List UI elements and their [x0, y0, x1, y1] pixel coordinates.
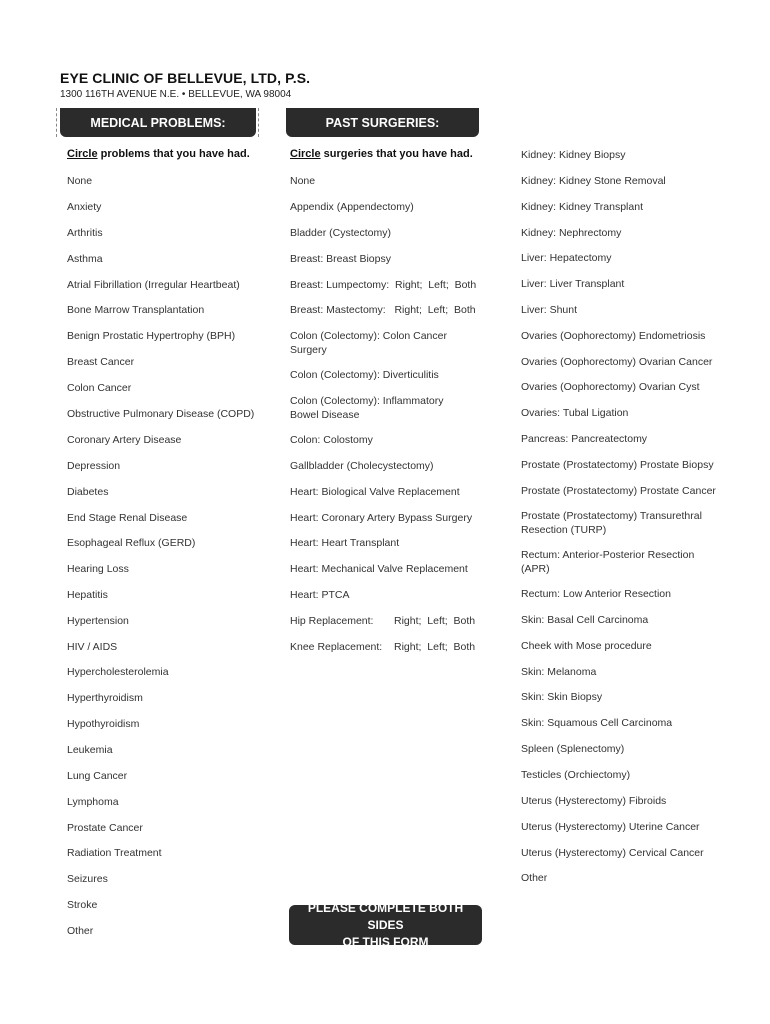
knee-replacement-item[interactable]: Knee Replacement:	[290, 641, 383, 653]
knee-replacement-sides[interactable]: Right; Left; Both	[394, 641, 476, 653]
medical-problem-item[interactable]: Prostate Cancer	[67, 822, 143, 834]
surgery-item[interactable]: Rectum: Anterior-Posterior Resection (APR)	[521, 549, 695, 575]
surgery-item[interactable]: Colon (Colectomy): Inflammatory Bowel Disease	[290, 395, 444, 421]
surgery-item[interactable]: Colon: Colostomy	[290, 434, 373, 446]
medical-problems-header	[60, 108, 256, 137]
medical-problem-item[interactable]: Benign Prostatic Hypertrophy (BPH)	[67, 330, 236, 342]
medical-problem-item[interactable]: Hypothyroidism	[67, 718, 140, 730]
surgery-item[interactable]: Ovaries (Oophorectomy) Ovarian Cyst	[521, 381, 700, 393]
medical-problem-item[interactable]: Bone Marrow Transplantation	[67, 304, 205, 316]
surgery-item[interactable]: Liver: Hepatectomy	[521, 252, 612, 264]
medical-problem-item[interactable]: Depression	[67, 460, 121, 472]
hip-replacement-sides[interactable]: Right; Left; Both	[394, 615, 476, 627]
notice-line-1: PLEASE COMPLETE BOTH SIDES	[307, 900, 464, 932]
header-perforation	[258, 108, 260, 137]
medical-problem-item[interactable]: Hepatitis	[67, 589, 108, 601]
medical-problem-item[interactable]: None	[67, 175, 93, 187]
surgery-item[interactable]: Liver: Liver Transplant	[521, 278, 625, 290]
medical-problem-item[interactable]: Asthma	[67, 253, 103, 265]
medical-problem-item[interactable]: Leukemia	[67, 744, 113, 756]
surgery-item[interactable]: Uterus (Hysterectomy) Fibroids	[521, 795, 667, 807]
surgery-item[interactable]: Colon (Colectomy): Diverticulitis	[290, 369, 439, 381]
medical-problem-item[interactable]: End Stage Renal Disease	[67, 512, 188, 524]
instruction-text: surgeries that you have had.	[320, 148, 473, 160]
surgery-item[interactable]: Bladder (Cystectomy)	[290, 227, 391, 239]
surgery-item[interactable]: Gallbladder (Cholecystectomy)	[290, 460, 434, 472]
surgery-item[interactable]: Rectum: Low Anterior Resection	[521, 588, 671, 600]
surgery-item[interactable]: Uterus (Hysterectomy) Uterine Cancer	[521, 821, 700, 833]
medical-problem-item[interactable]: Anxiety	[67, 201, 102, 213]
surgery-item[interactable]: Skin: Squamous Cell Carcinoma	[521, 717, 673, 729]
medical-problem-item[interactable]: Stroke	[67, 899, 98, 911]
circle-word: Circle	[67, 148, 98, 160]
hip-replacement-item[interactable]: Hip Replacement:	[290, 615, 374, 627]
medical-problem-item[interactable]: Atrial Fibrillation (Irregular Heartbeat)	[67, 279, 240, 291]
complete-both-sides-notice	[289, 900, 482, 949]
surgery-item[interactable]: Kidney: Kidney Transplant	[521, 201, 643, 213]
surgery-item[interactable]: Ovaries (Oophorectomy) Ovarian Cancer	[521, 356, 713, 368]
surgery-item[interactable]: Ovaries: Tubal Ligation	[521, 407, 629, 419]
surgery-item[interactable]: Skin: Basal Cell Carcinoma	[521, 614, 649, 626]
medical-problem-item[interactable]: Radiation Treatment	[67, 847, 162, 859]
medical-instruction	[67, 148, 250, 160]
surgery-item[interactable]: Ovaries (Oophorectomy) Endometriosis	[521, 330, 706, 342]
medical-problem-item[interactable]: Other	[67, 925, 94, 937]
clinic-name: EYE CLINIC OF BELLEVUE, LTD, P.S.	[60, 70, 311, 86]
surgery-item[interactable]: Heart: Mechanical Valve Replacement	[290, 563, 468, 575]
surgery-item[interactable]: Prostate (Prostatectomy) Prostate Cancer	[521, 485, 716, 497]
surgery-item[interactable]: Heart: Coronary Artery Bypass Surgery	[290, 512, 473, 524]
past-surgeries-header-label: PAST SURGERIES:	[325, 115, 440, 130]
surgery-item[interactable]: Breast: Breast Biopsy	[290, 253, 391, 265]
medical-problem-item[interactable]: Arthritis	[67, 227, 103, 239]
medical-problem-item[interactable]: Coronary Artery Disease	[67, 434, 182, 446]
surgeries-instruction	[290, 148, 473, 160]
surgery-item[interactable]: Testicles (Orchiectomy)	[521, 769, 631, 781]
medical-problem-item[interactable]: Colon Cancer	[67, 382, 132, 394]
clinic-address: 1300 116TH AVENUE N.E. • BELLEVUE, WA 98004	[60, 89, 292, 100]
surgery-item[interactable]: Appendix (Appendectomy)	[290, 201, 414, 213]
surgery-item[interactable]: Cheek with Mose procedure	[521, 640, 652, 652]
surgery-item[interactable]: Skin: Melanoma	[521, 666, 597, 678]
circle-word: Circle	[290, 148, 321, 160]
surgery-item[interactable]: Spleen (Splenectomy)	[521, 743, 625, 755]
surgery-item[interactable]: Liver: Shunt	[521, 304, 578, 316]
medical-problems-header-label: MEDICAL PROBLEMS:	[90, 115, 226, 130]
surgery-item[interactable]: Breast: Mastectomy: Right; Left; Both	[290, 304, 476, 316]
past-surgeries-header	[286, 108, 479, 137]
medical-problem-item[interactable]: Seizures	[67, 873, 108, 885]
medical-problem-item[interactable]: Lung Cancer	[67, 770, 128, 782]
surgery-item[interactable]: Kidney: Kidney Stone Removal	[521, 175, 666, 187]
surgery-item[interactable]: Pancreas: Pancreatectomy	[521, 433, 648, 445]
medical-problem-item[interactable]: Breast Cancer	[67, 356, 135, 368]
surgery-item[interactable]: Prostate (Prostatectomy) Prostate Biopsy	[521, 459, 714, 471]
surgery-item[interactable]: None	[290, 175, 316, 187]
surgery-item[interactable]: Kidney: Nephrectomy	[521, 227, 622, 239]
surgery-item[interactable]: Heart: Biological Valve Replacement	[290, 486, 460, 498]
medical-problem-item[interactable]: HIV / AIDS	[67, 641, 118, 653]
medical-problem-item[interactable]: Hyperthyroidism	[67, 692, 143, 704]
medical-problem-item[interactable]: Hearing Loss	[67, 563, 129, 575]
medical-problem-item[interactable]: Hypercholesterolemia	[67, 666, 169, 678]
medical-problem-item[interactable]: Esophageal Reflux (GERD)	[67, 537, 196, 549]
surgery-item[interactable]: Prostate (Prostatectomy) Transurethral Resection (TURP)	[521, 510, 702, 536]
medical-problem-item[interactable]: Hypertension	[67, 615, 129, 627]
header-perforation	[56, 108, 58, 137]
notice-line-2: OF THIS FORM	[342, 934, 429, 949]
surgery-item[interactable]: Heart: PTCA	[290, 589, 350, 601]
surgery-item[interactable]: Kidney: Kidney Biopsy	[521, 149, 626, 161]
medical-problem-item[interactable]: Obstructive Pulmonary Disease (COPD)	[67, 408, 255, 420]
surgery-item[interactable]: Uterus (Hysterectomy) Cervical Cancer	[521, 847, 704, 859]
surgery-item[interactable]: Heart: Heart Transplant	[290, 537, 400, 549]
surgery-item[interactable]: Skin: Skin Biopsy	[521, 691, 603, 703]
surgery-item[interactable]: Breast: Lumpectomy: Right; Left; Both	[290, 279, 477, 291]
surgery-item[interactable]: Other	[521, 872, 548, 884]
instruction-text: problems that you have had.	[97, 148, 250, 160]
medical-problem-item[interactable]: Diabetes	[67, 486, 109, 498]
surgery-item[interactable]: Colon (Colectomy): Colon Cancer Surgery	[290, 330, 447, 356]
medical-problem-item[interactable]: Lymphoma	[67, 796, 119, 808]
